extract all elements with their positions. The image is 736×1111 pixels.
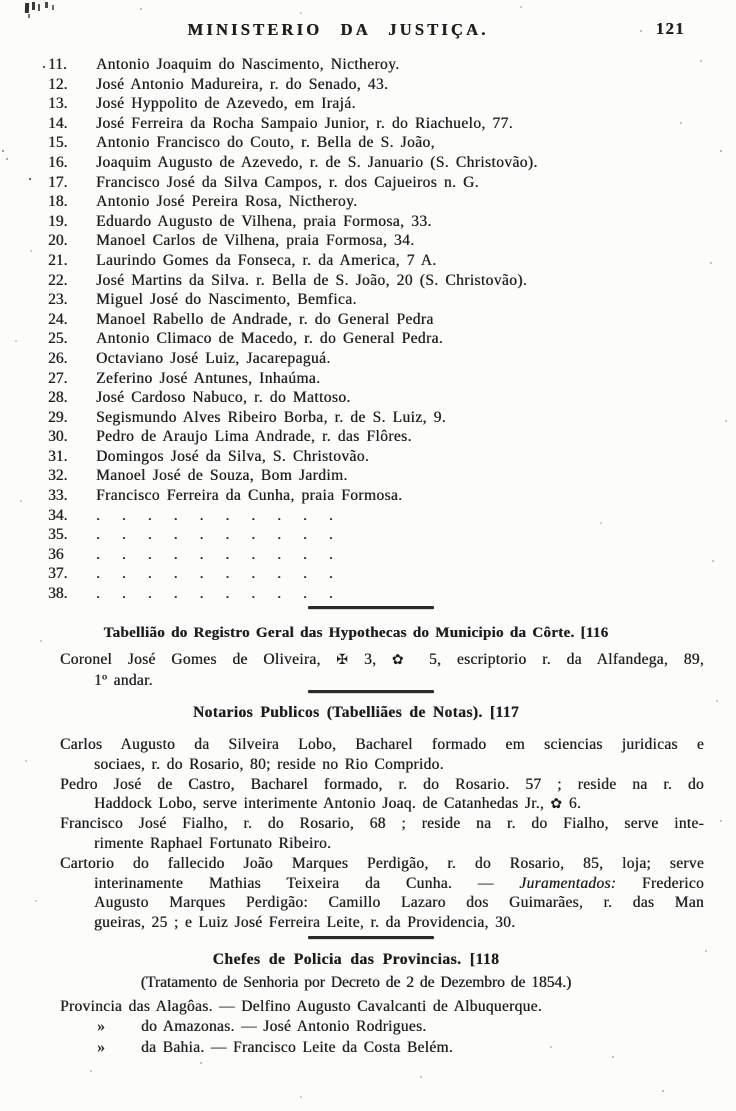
page-number: 121 — [655, 19, 685, 38]
list-item-number: 33. — [48, 487, 68, 505]
list-item-number: 20. — [48, 232, 68, 250]
list-item-text: Pedro de Araujo Lima Andrade, r. das Flôres. — [96, 428, 412, 446]
text-segment: Pedro José de Castro, Bacharel formado, r. do Rosario. 57 ; reside na r. do — [60, 775, 704, 793]
list-item-number: 18. — [48, 193, 68, 211]
province-row — [60, 1038, 704, 1058]
dotted-leader: .......... — [96, 526, 355, 544]
ditto-mark: » — [97, 1018, 106, 1036]
dotted-leader: .......... — [96, 506, 355, 524]
list-item-number: 25. — [48, 330, 68, 348]
list-item-number: 21. — [48, 251, 68, 269]
list-item-number: 19. — [48, 212, 68, 230]
list-item — [48, 251, 706, 271]
paragraph-line — [60, 874, 704, 894]
list-item-text: Octaviano José Luiz, Jacarepaguá. — [96, 349, 331, 367]
list-item — [48, 173, 706, 193]
list-item — [48, 388, 706, 408]
paragraph-line — [60, 854, 704, 874]
list-item-number: 28. — [48, 389, 68, 407]
list-item — [48, 349, 706, 369]
list-item — [48, 564, 706, 584]
province-entry: do Amazonas. — José Antonio Rodrigues. — [141, 1018, 427, 1036]
paragraph-line — [60, 650, 704, 671]
province-entry: Provincia das Alagôas. — Delfino Augusto Cavalcanti de Albuquerque. — [60, 998, 542, 1015]
list-item — [48, 466, 706, 486]
province-entry: da Bahia. — Francisco Leite da Costa Belém. — [141, 1038, 453, 1056]
list-item-text: José Hyppolito de Azevedo, em Irajá. — [96, 95, 356, 113]
list-item — [48, 584, 706, 604]
section-heading-hypothecas: Tabellião do Registro Geral das Hypothecas do Municipio da Côrte. [116 — [103, 625, 609, 641]
province-row — [60, 997, 704, 1017]
rosette-medal-icon: ✿ — [550, 796, 563, 813]
list-item-text: José Martins da Silva. r. Bella de S. João, 20 (S. Christovão). — [96, 271, 528, 289]
paragraph-line — [60, 794, 704, 814]
list-item-text: Manoel José de Souza, Bom Jardim. — [96, 467, 348, 485]
section-divider — [308, 690, 434, 693]
text-segment: Francisco José Fialho, r. do Rosario, 68 ; reside na r. do Fialho, serve inte- — [60, 815, 704, 833]
paragraph-line — [60, 735, 704, 755]
list-item — [48, 192, 706, 212]
text-segment: sociaes, r. do Rosario, 80; reside no Rio Comprido. — [94, 755, 444, 773]
list-item — [48, 153, 706, 173]
list-item — [48, 133, 706, 153]
list-item-number: 17. — [48, 173, 68, 191]
list-item-number: 34. — [48, 506, 68, 524]
ditto-mark: » — [97, 1038, 106, 1056]
list-item-number: 15. — [48, 134, 68, 152]
list-item-number: 30. — [48, 428, 68, 446]
list-item — [48, 55, 706, 75]
paragraph-line — [60, 893, 704, 913]
ink-smudge — [28, 14, 30, 18]
list-item-number: 31. — [48, 447, 68, 465]
list-item — [48, 486, 706, 506]
list-item-text: Francisco José da Silva Campos, r. dos Cajueiros n. G. — [96, 173, 479, 191]
list-item — [48, 310, 706, 330]
paragraph-line — [60, 913, 704, 933]
list-item-text: Manoel Carlos de Vilhena, praia Formosa, 34. — [96, 232, 415, 250]
provinces-list — [60, 997, 704, 1058]
text-segment: Cartorio do fallecido João Marques Perdigão, r. do Rosario, 85, loja; serve — [60, 854, 704, 872]
paragraph-line — [60, 814, 704, 834]
list-item-text: Eduardo Augusto de Vilhena, praia Formosa, 33. — [96, 212, 432, 230]
notarios-paragraphs — [60, 735, 704, 933]
list-item-number: 27. — [48, 369, 68, 387]
list-item-number: 29. — [48, 408, 68, 426]
text-segment: 3, — [348, 651, 392, 668]
list-item — [48, 525, 706, 545]
list-item — [48, 290, 706, 310]
list-item-number: 35. — [48, 526, 68, 544]
text-segment: gueiras, 25 ; e Luiz José Ferreira Leite, r. da Providencia, 30. — [94, 914, 516, 932]
dotted-leader: .......... — [96, 565, 355, 583]
dotted-leader: .......... — [96, 585, 355, 603]
list-item — [48, 114, 706, 134]
list-item-text: Miguel José do Nascimento, Bemfica. — [96, 291, 357, 309]
list-item — [48, 427, 706, 447]
ink-smudge — [25, 3, 29, 13]
list-item-number: 37. — [48, 565, 68, 583]
list-item — [48, 447, 706, 467]
list-item-text: José Cardoso Nabuco, r. do Mattoso. — [96, 389, 351, 407]
list-item-text: Antonio José Pereira Rosa, Nictheroy. — [96, 193, 358, 211]
list-item-text: Domingos José da Silva, S. Christovão. — [96, 447, 370, 465]
list-item-text: Laurindo Gomes da Fonseca, r. da America, 7 A. — [96, 251, 437, 269]
list-item-text: Antonio Climaco de Macedo, r. do General Pedra. — [96, 330, 444, 348]
list-item-number: 36 — [48, 545, 64, 563]
list-item-text: Joaquim Augusto de Azevedo, r. de S. Januario (S. Christovão). — [96, 153, 538, 171]
list-item-text: Antonio Joaquim do Nascimento, Nictheroy. — [96, 56, 400, 73]
scan-noise-specks — [0, 0, 2, 2]
list-item — [48, 506, 706, 526]
page-title: MINISTERIO DA JUSTIÇA. — [187, 20, 489, 39]
text-segment: Augusto Marques Perdigão: Camillo Lazaro dos Guimarães, r. das Man — [94, 894, 704, 912]
dotted-leader: .......... — [96, 545, 355, 563]
ink-smudge — [32, 2, 35, 10]
list-item — [48, 545, 706, 565]
province-row — [60, 1017, 704, 1037]
italic-text: Juramentados: — [519, 874, 617, 892]
list-item — [48, 329, 706, 349]
list-item-text: José Antonio Madureira, r. do Senado, 43. — [96, 75, 389, 93]
list-item-number: 38. — [48, 585, 68, 603]
paragraph-line: 1º andar. — [94, 672, 153, 689]
list-item-number: 12. — [48, 75, 68, 93]
list-item-text: José Ferreira da Rocha Sampaio Junior, r. do Riachuelo, 77. — [96, 114, 513, 132]
text-segment: Haddock Lobo, serve interimente Antonio Joaq. de Catanhedas Jr., — [94, 795, 551, 813]
text-segment: 6. — [562, 795, 582, 813]
list-item-text: Manoel Rabello de Andrade, r. do General Pedra — [96, 310, 434, 328]
list-item-number: 11. — [48, 56, 67, 73]
order-of-christ-cross-icon: ✠ — [336, 652, 349, 668]
paragraph-line — [60, 755, 704, 775]
list-item-text: Antonio Francisco do Couto, r. Bella de S. João, — [96, 134, 435, 152]
list-item — [48, 212, 706, 232]
list-item-text: Francisco Ferreira da Cunha, praia Formosa. — [96, 487, 403, 505]
list-item-number: 32. — [48, 467, 68, 485]
list-item-text: Segismundo Alves Ribeiro Borba, r. de S. Luiz, 9. — [96, 408, 447, 426]
paragraph-line — [60, 775, 704, 795]
list-item — [48, 408, 706, 428]
roster-list — [48, 55, 706, 604]
rosette-medal-icon: ✿ — [391, 652, 414, 668]
ink-smudge — [45, 2, 48, 8]
text-segment: Frederico — [616, 874, 704, 892]
list-item — [48, 369, 706, 389]
ink-smudge — [52, 5, 54, 10]
paragraph-line — [60, 834, 704, 854]
list-item — [48, 231, 706, 251]
text-segment: interinamente Mathias Teixeira da Cunha. — — [94, 874, 520, 892]
list-item-number: 26. — [48, 349, 68, 367]
text-segment: 5, escriptorio r. da Alfandega, 89, — [413, 651, 704, 668]
list-item-text: Zeferino José Antunes, Inhaúma. — [96, 369, 321, 387]
section-heading-chefes: Chefes de Policia das Provincias. [118 — [212, 951, 500, 968]
section-subheading: (Tratamento de Senhoria por Decreto de 2 de Dezembro de 1854.) — [140, 974, 572, 991]
list-item-number: 16. — [48, 153, 68, 171]
list-item-number: 14. — [48, 114, 68, 132]
section-divider — [308, 936, 434, 939]
list-item-number: 13. — [48, 95, 68, 113]
list-item-number: 22. — [48, 271, 68, 289]
text-segment: Coronel José Gomes de Oliveira, — [60, 651, 337, 668]
text-segment: rimente Raphael Fortunato Ribeiro. — [94, 834, 332, 852]
list-item — [48, 271, 706, 291]
section-heading-notarios: Notarios Publicos (Tabelliães de Notas). [117 — [192, 704, 520, 721]
list-item-number: 24. — [48, 310, 68, 328]
section-divider — [308, 606, 434, 609]
list-item — [48, 94, 706, 114]
list-item — [48, 75, 706, 95]
text-segment: Carlos Augusto da Silveira Lobo, Bacharel formado em sciencias juridicas e — [60, 736, 704, 753]
list-item-number: 23. — [48, 291, 68, 309]
ink-smudge — [38, 4, 40, 11]
